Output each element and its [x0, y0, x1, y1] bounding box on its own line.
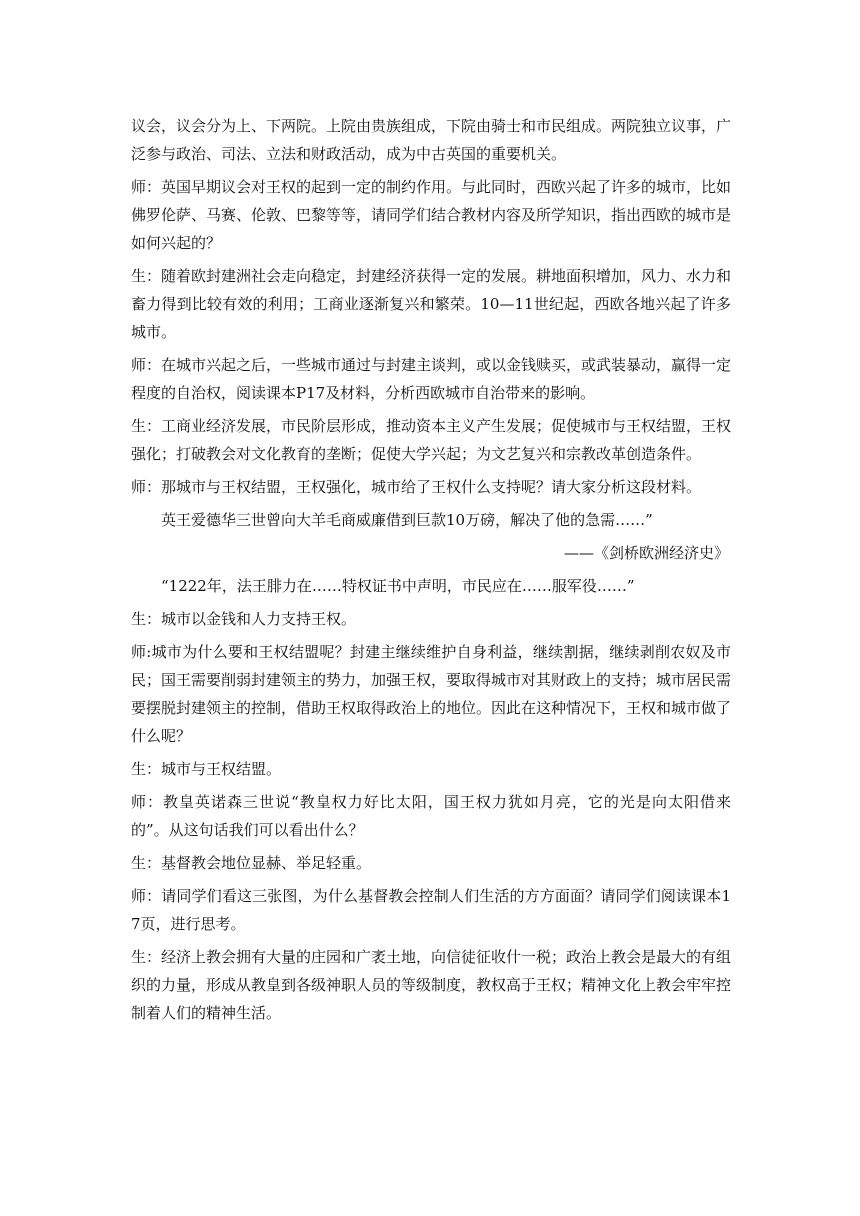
document-page	[131, 112, 731, 1032]
paragraph-student-alliance: 生：城市与王权结盟。	[131, 760, 282, 778]
paragraph-teacher-three-images: 师：请同学们看这三张图，为什么基督教会控制人们生活的方方面面？请同学们阅读课本17页，进行思考。	[131, 887, 731, 933]
paragraph-teacher-alliance: 师:城市为什么要和王权结盟呢？封建主继续维护自身利益，继续割据，继续剥削农奴及市民；国王需要削弱封建领主的势力，加强王权，要取得城市对其财政上的支持；城市居民需要摆脱封建领主的控制，借助王权取得政治上的地位。因此在这种情况下，王权和城市做了什么呢？	[131, 643, 732, 745]
paragraph-student-church-status: 生：基督教会地位显赫、举足轻重。	[131, 854, 372, 872]
paragraph-student-church-control: 生：经济上教会拥有大量的庄园和广袤土地，向信徒征收什一税；政治上教会是最大的有组织的力量，形成从教皇到各级神职人员的等级制度，教权高于王权；精神文化上教会牢牢控制着人们的精神生活。	[131, 948, 732, 1022]
quote-edward-iii: 英王爱德华三世曾向大羊毛商威廉借到巨款10万磅，解决了他的急需……”	[161, 511, 653, 529]
quote-source: ——《剑桥欧洲经济史》	[563, 544, 729, 562]
paragraph-parliament: 议会，议会分为上、下两院。上院由贵族组成，下院由骑士和市民组成。两院独立议事，广泛参与政治、司法、立法和财政活动，成为中古英国的重要机关。	[131, 117, 732, 163]
paragraph-teacher-autonomy: 师：在城市兴起之后，一些城市通过与封建主谈判，或以金钱赎买，或武装暴动，赢得一定程度的自治权，阅读课本P17及材料，分析西欧城市自治带来的影响。	[131, 356, 732, 402]
paragraph-student-autonomy: 生：工商业经济发展，市民阶层形成，推动资本主义产生发展；促使城市与王权结盟，王权强化；打破教会对文化教育的垄断；促使大学兴起；为文艺复兴和宗教改革创造条件。	[131, 417, 732, 463]
quote-philip: “1222年，法王腓力在……特权证书中声明，市民应在……服军役……”	[161, 577, 635, 595]
paragraph-teacher-material: 师：那城市与王权结盟，王权强化，城市给了王权什么支持呢？请大家分析这段材料。	[131, 478, 702, 496]
paragraph-student-cities-rise: 生：随着欧封建洲社会走向稳定，封建经济获得一定的发展。耕地面积增加，风力、水力和畜力得到比较有效的利用；工商业逐渐复兴和繁荣。10—11世纪起，西欧各地兴起了许多城市。	[131, 267, 732, 341]
paragraph-teacher-cities-rise: 师：英国早期议会对王权的起到一定的制约作用。与此同时，西欧兴起了许多的城市，比如佛罗伦萨、马赛、伦敦、巴黎等等，请同学们结合教材内容及所学知识，指出西欧的城市是如何兴起的？	[131, 178, 732, 252]
paragraph-teacher-innocent: 师：教皇英诺森三世说“教皇权力好比太阳，国王权力犹如月亮，它的光是向太阳借来的”。从这句话我们可以看出什么？	[131, 793, 731, 839]
paragraph-student-support: 生：城市以金钱和人力支持王权。	[131, 610, 357, 628]
